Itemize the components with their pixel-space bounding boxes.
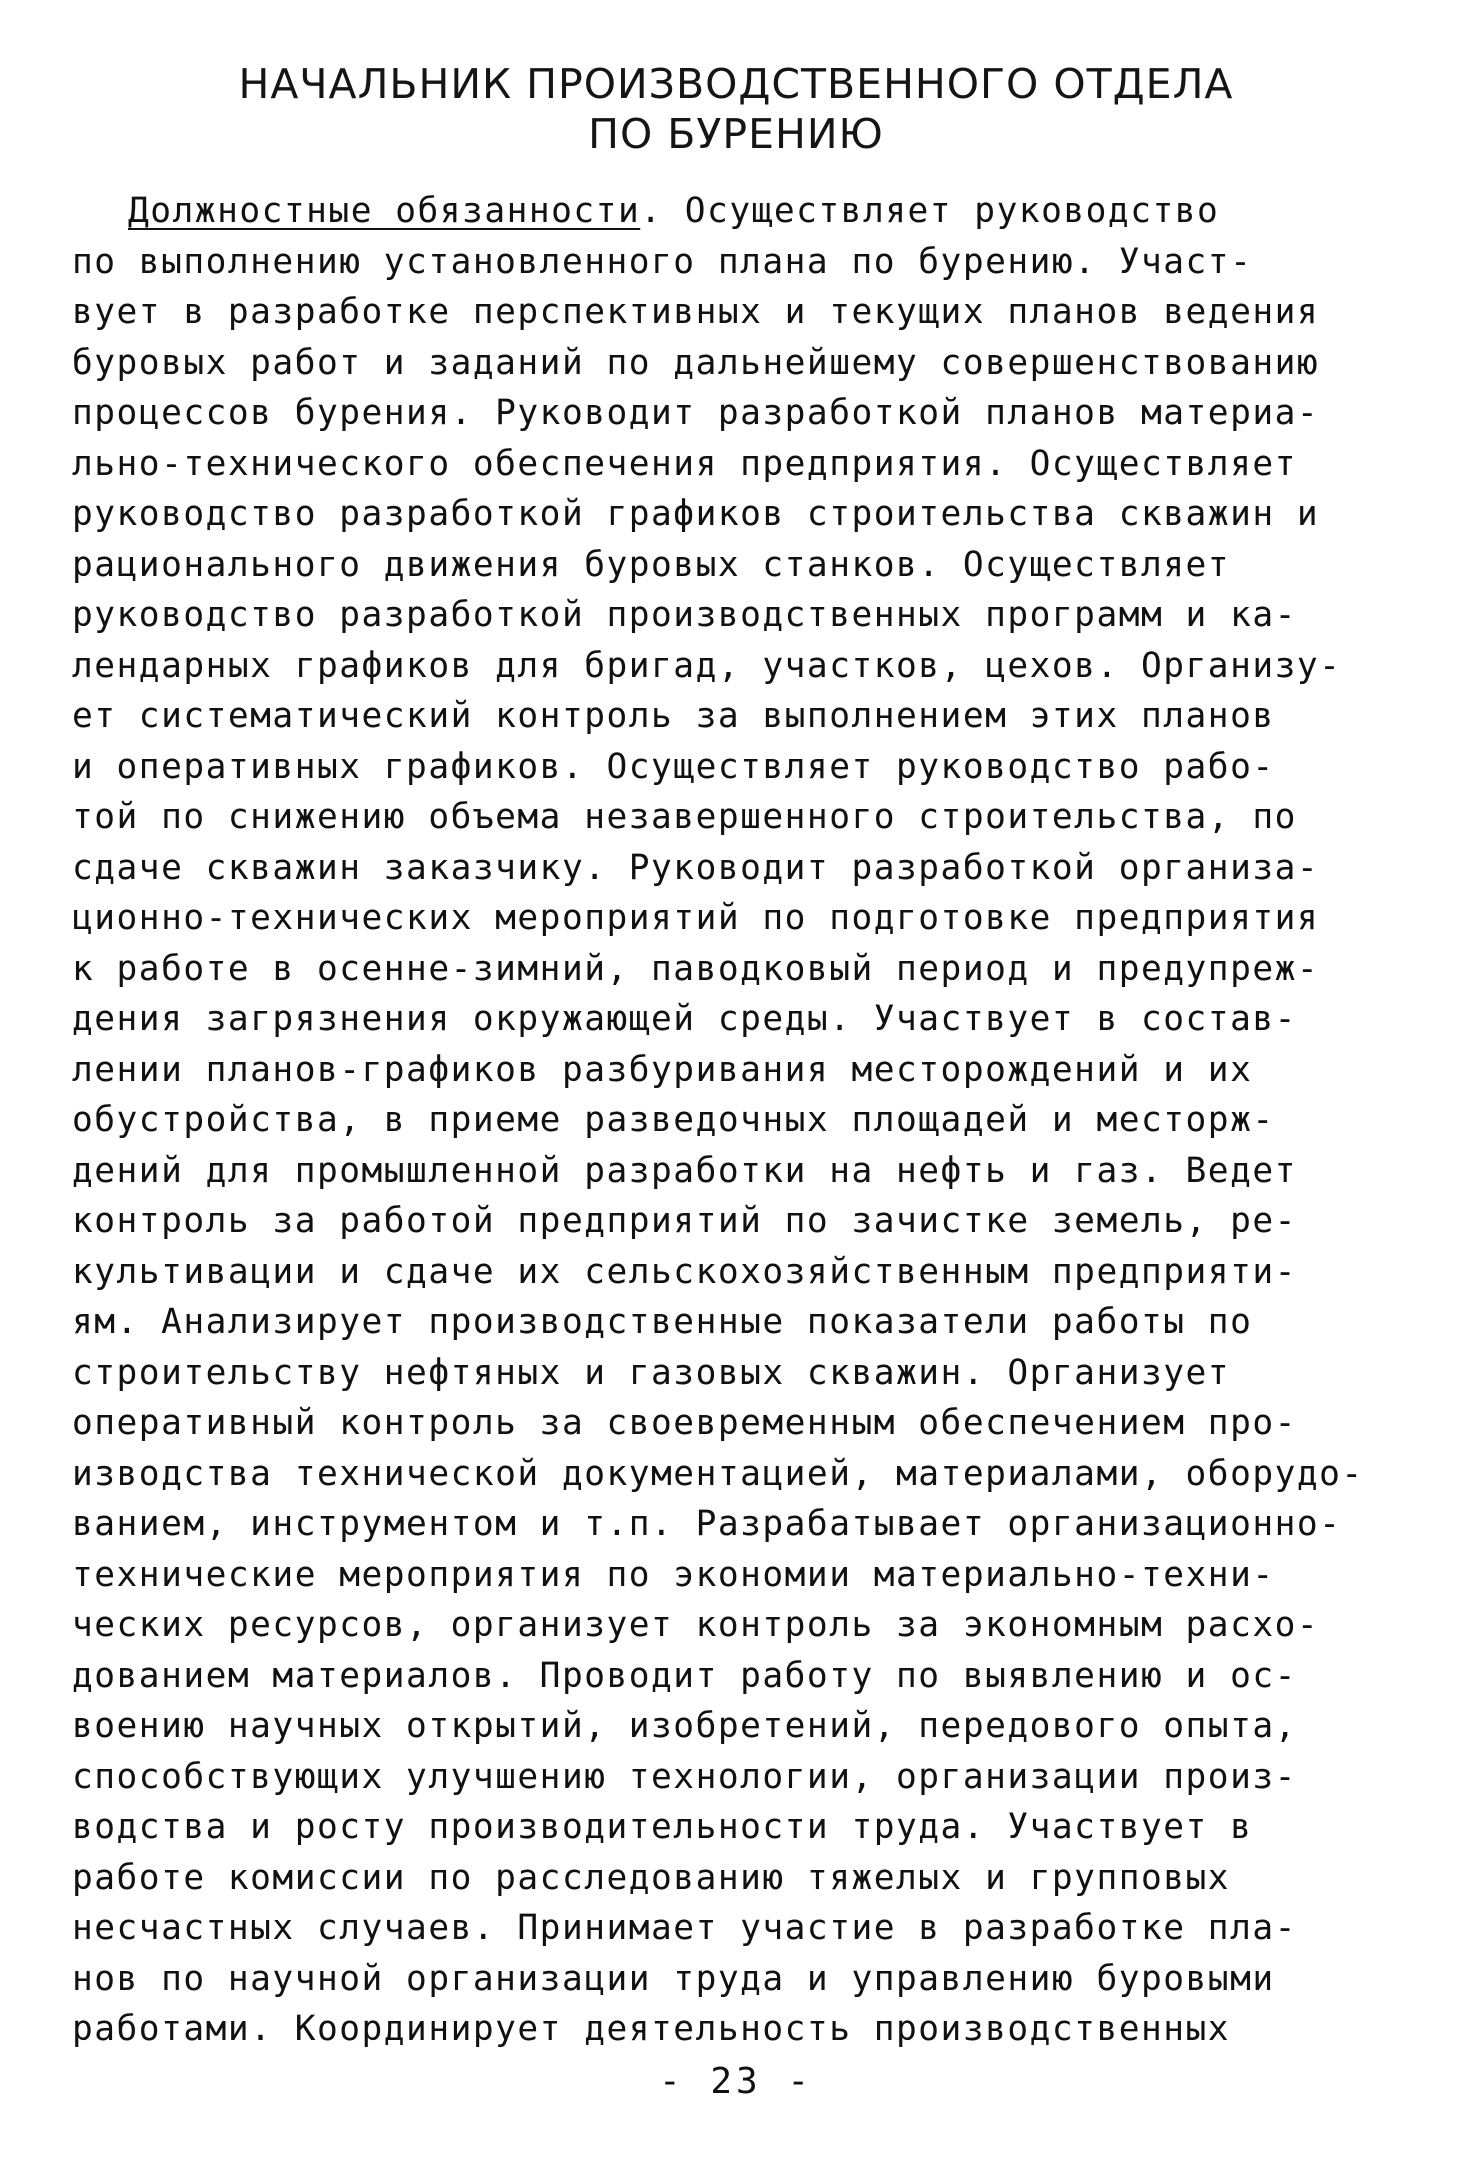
body-line: ет систематический контроль за выполнением этих планов xyxy=(72,696,1275,736)
body-line: процессов бурения. Руководит разработкой планов материа- xyxy=(72,393,1320,433)
document-title-line-1: НАЧАЛЬНИК ПРОИЗВОДСТВЕННОГО ОТДЕЛА xyxy=(238,60,1234,108)
body-line: буровых работ и заданий по дальнейшему совершенствованию xyxy=(72,342,1320,383)
body-line: к работе в осенне-зимний, паводковый период и предупреж- xyxy=(72,948,1320,989)
body-line: дений для промышленной разработки на нефть и газ. Ведет xyxy=(72,1150,1297,1191)
body-line: ческих ресурсов, организует контроль за экономным расхо- xyxy=(72,1605,1320,1645)
body-line: воению научных открытий, изобретений, передового опыта, xyxy=(72,1706,1297,1746)
body-line: льно-технического обеспечения предприятия. Осуществляет xyxy=(72,443,1297,484)
body-line: руководство разработкой графиков строительства скважин и xyxy=(72,494,1320,534)
body-line: технические мероприятия по экономии материально-техни- xyxy=(72,1554,1275,1595)
body-line: ям. Анализирует производственные показатели работы по xyxy=(72,1302,1253,1342)
body-line: изводства технической документацией, материалами, оборудо- xyxy=(72,1453,1364,1494)
body-line: лендарных графиков для бригад, участков, цехов. Организу- xyxy=(72,645,1342,686)
body-text xyxy=(72,186,1412,2055)
body-line: руководство разработкой производственных программ и ка- xyxy=(72,595,1297,635)
body-line: оперативный контроль за своевременным обеспечением про- xyxy=(72,1403,1297,1443)
body-line: дованием материалов. Проводит работу по выявлению и ос- xyxy=(72,1655,1297,1696)
body-line: контроль за работой предприятий по зачистке земель, ре- xyxy=(72,1201,1297,1241)
body-line: по выполнению установленного плана по бурению. Участ- xyxy=(72,241,1253,282)
body-line: ционно-технических мероприятий по подготовке предприятия xyxy=(72,898,1320,938)
body-line: работами. Координирует деятельность производственных xyxy=(72,2009,1231,2049)
body-lines xyxy=(72,237,1412,2055)
body-line: лении планов-графиков разбуривания месторождений и их xyxy=(72,1049,1253,1090)
body-line: дения загрязнения окружающей среды. Участвует в состав- xyxy=(72,999,1297,1039)
body-line: сдаче скважин заказчику. Руководит разработкой организа- xyxy=(72,847,1320,888)
body-line: и оперативных графиков. Осуществляет руководство рабо- xyxy=(72,746,1275,787)
body-line: культивации и сдаче их сельскохозяйственным предприяти- xyxy=(72,1251,1297,1292)
body-line: той по снижению объема незавершенного строительства, по xyxy=(72,797,1297,837)
document-title-line-2: ПО БУРЕНИЮ xyxy=(588,110,884,158)
body-line: рационального движения буровых станков. Осуществляет xyxy=(72,544,1231,585)
body-line: способствующих улучшению технологии, организации произ- xyxy=(72,1756,1297,1797)
body-line: нов по научной организации труда и управлению буровыми xyxy=(72,1958,1275,1999)
page-number: - 23 - xyxy=(658,2061,814,2102)
body-line: несчастных случаев. Принимает участие в разработке пла- xyxy=(72,1908,1297,1948)
body-line: работе комиссии по расследованию тяжелых и групповых xyxy=(72,1857,1231,1898)
first-line-rest: . Осуществляет руководство xyxy=(640,191,1220,231)
section-heading: Должностные обязанности xyxy=(128,191,641,231)
body-line: строительству нефтяных и газовых скважин. Организует xyxy=(72,1352,1231,1393)
body-line: вует в разработке перспективных и текущих планов ведения xyxy=(72,292,1320,332)
body-line: обустройства, в приеме разведочных площадей и месторж- xyxy=(72,1100,1275,1140)
body-line: ванием, инструментом и т.п. Разрабатывает организационно- xyxy=(72,1504,1342,1544)
body-line: водства и росту производительности труда. Участвует в xyxy=(72,1807,1253,1847)
body-line-first xyxy=(72,186,1412,237)
